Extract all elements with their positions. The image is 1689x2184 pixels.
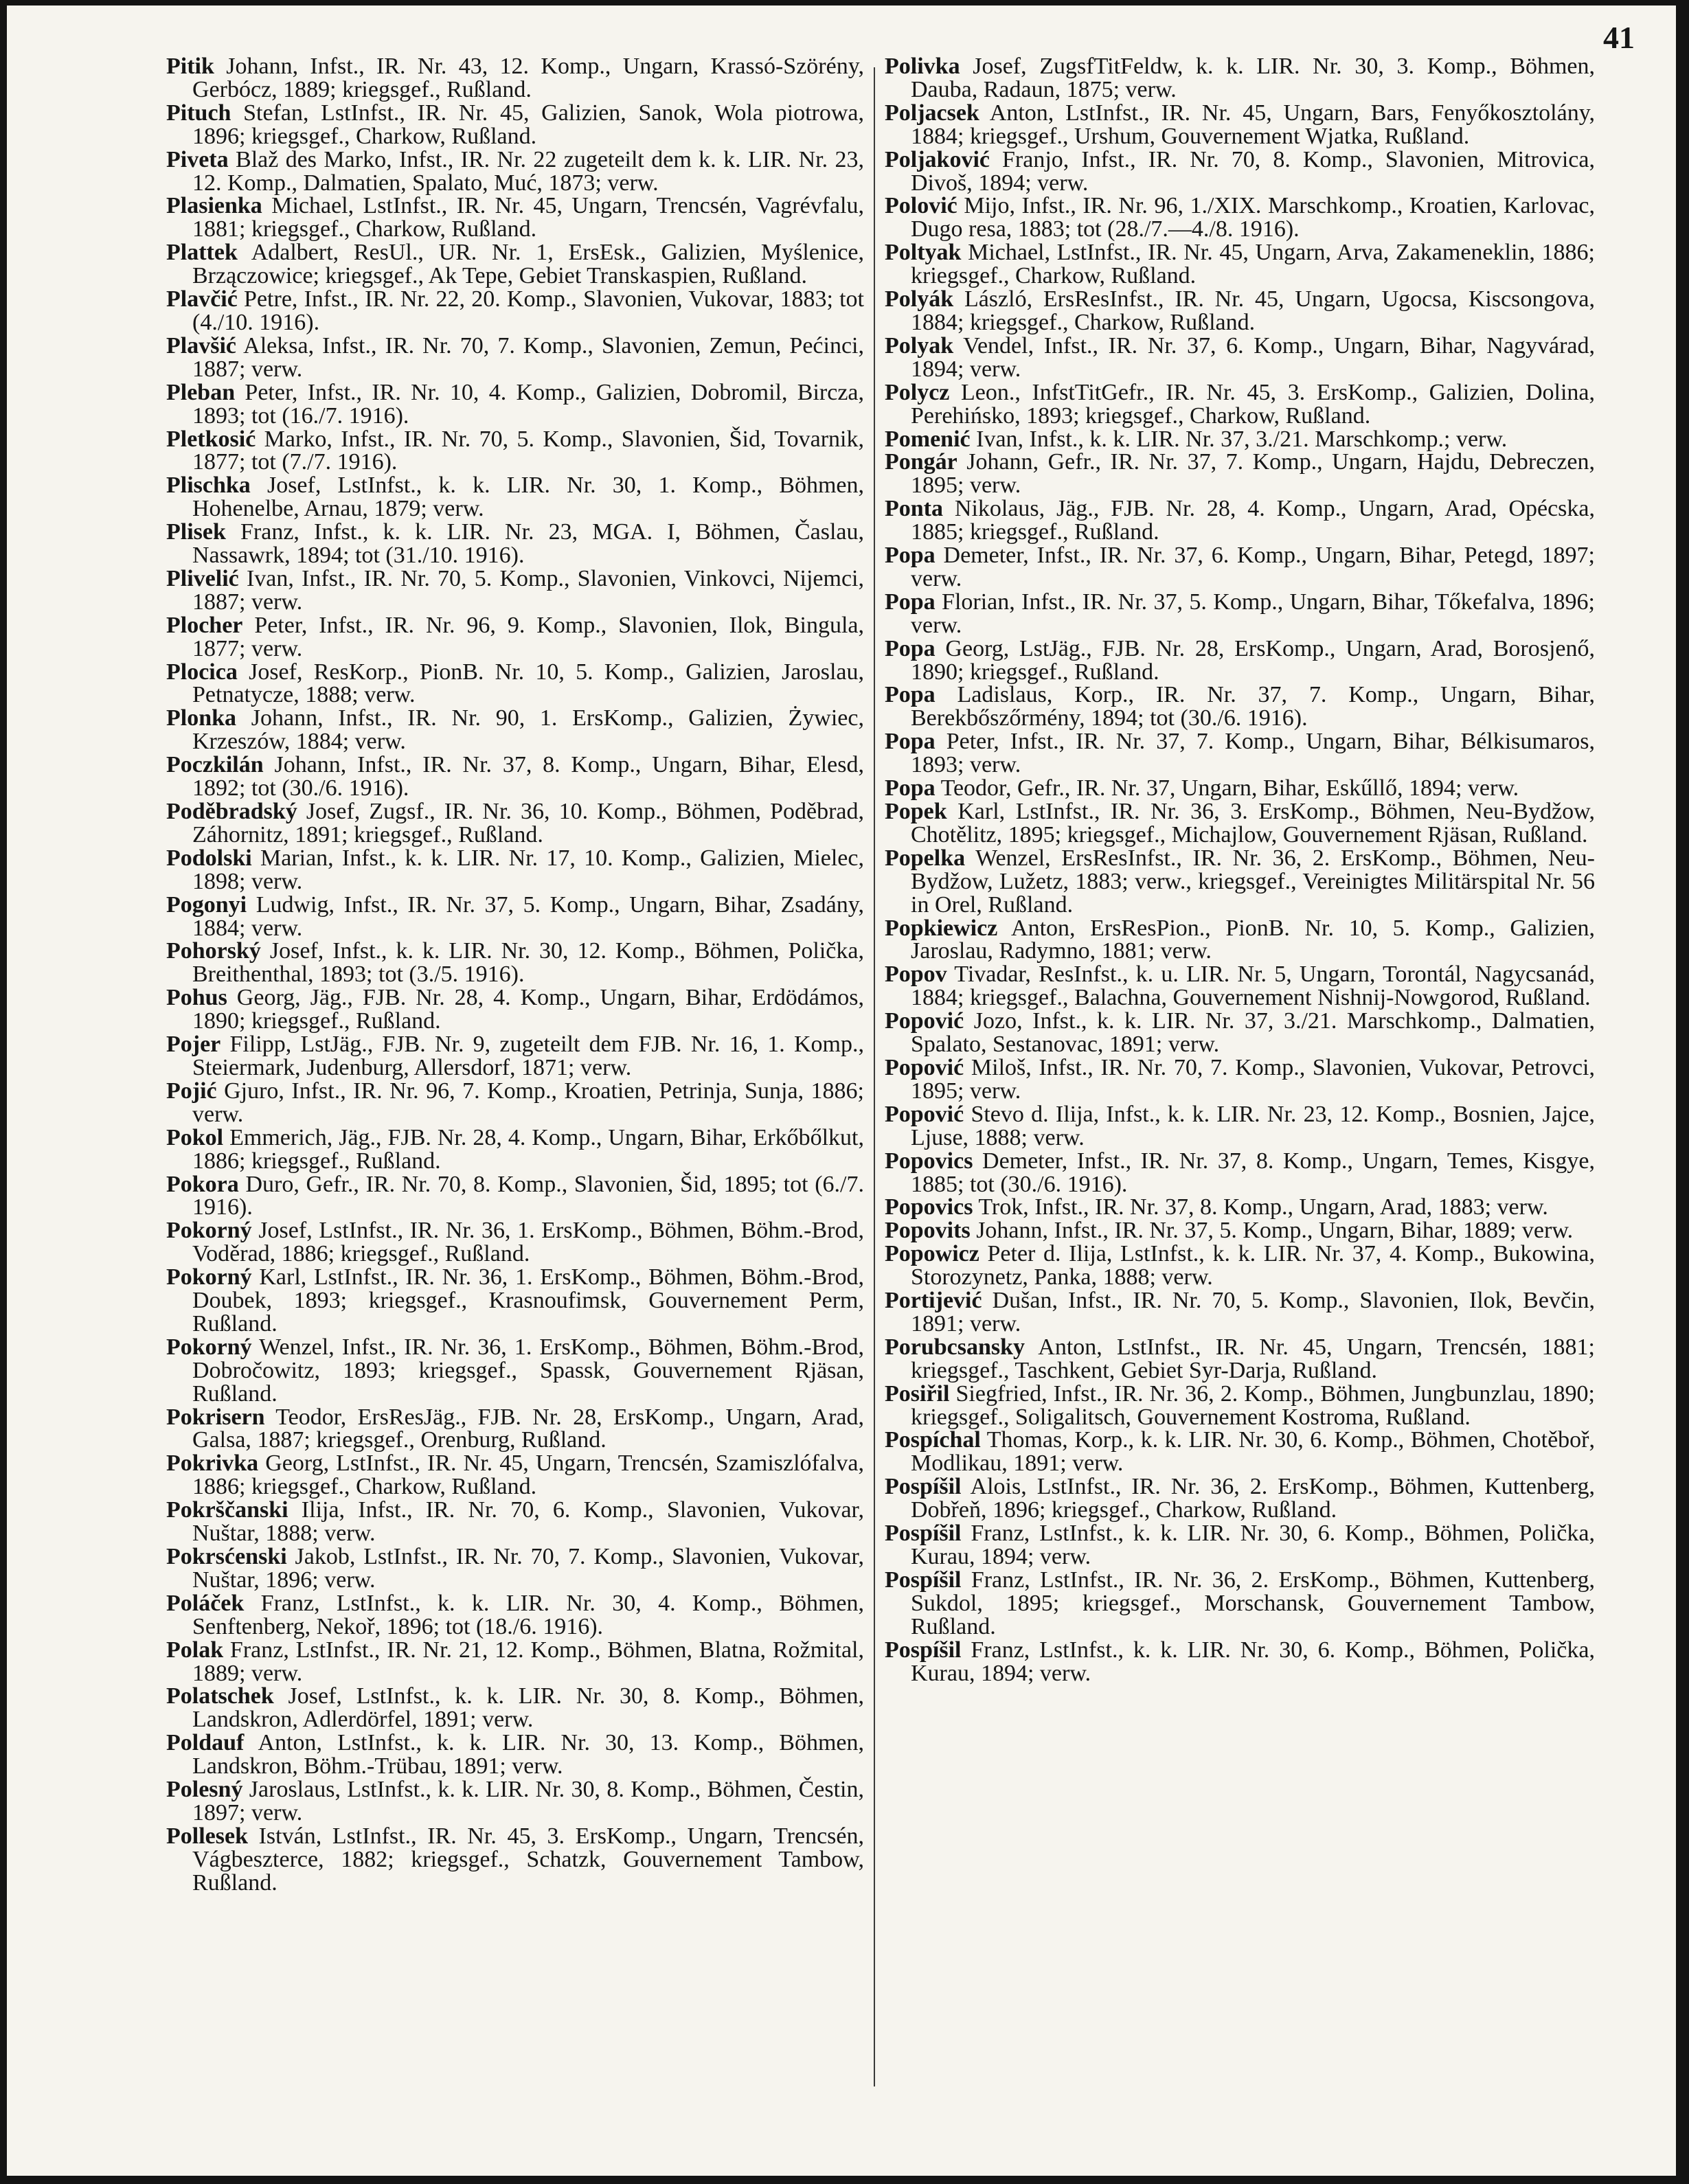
list-entry bbox=[166, 567, 864, 614]
entry-details: Peter d. Ilija, LstInfst., k. k. LIR. Nr. 37, 4. Komp., Bukowina, Storozynetz, Panka, 1888; verw. bbox=[911, 1241, 1595, 1290]
list-entry bbox=[166, 661, 864, 707]
book-page bbox=[7, 5, 1676, 2176]
entry-surname: Poděbradský bbox=[166, 799, 297, 824]
entry-surname: Polak bbox=[166, 1637, 224, 1663]
list-entry bbox=[885, 1289, 1595, 1336]
entry-details: Miloš, Infst., IR. Nr. 70, 7. Komp., Slavonien, Vukovar, Petrovci, 1895; verw. bbox=[911, 1054, 1595, 1104]
entry-surname: Pospíšil bbox=[885, 1521, 962, 1547]
column-divider bbox=[874, 67, 875, 2086]
entry-details: Karl, LstInfst., IR. Nr. 36, 3. ErsKomp., Böhmen, Neu-Bydžow, Chotělitz, 1895; kriegsgef., Michajlow, Gouvernement Rjäsan, Rußland. bbox=[911, 799, 1595, 848]
entry-surname: Plocica bbox=[166, 659, 238, 685]
entry-details: Franz, LstInfst., k. k. LIR. Nr. 30, 6. Komp., Böhmen, Polička, Kurau, 1894; verw. bbox=[911, 1637, 1595, 1686]
entry-details: Ladislaus, Korp., IR. Nr. 37, 7. Komp., Ungarn, Bihar, Berekbőszőrmény, 1894; tot (30./6. 1916). bbox=[911, 682, 1595, 731]
entry-surname: Plischka bbox=[166, 473, 251, 499]
list-entry bbox=[166, 381, 864, 428]
entry-surname: Popa bbox=[885, 682, 936, 708]
entry-surname: Pongár bbox=[885, 449, 957, 475]
list-entry bbox=[166, 986, 864, 1033]
entry-surname: Plattek bbox=[166, 240, 238, 266]
entry-surname: Plivelić bbox=[166, 565, 239, 591]
list-entry bbox=[166, 1778, 864, 1825]
list-entry bbox=[166, 707, 864, 753]
list-entry bbox=[885, 194, 1595, 241]
entry-details: Jaroslaus, LstInfst., k. k. LIR. Nr. 30, 8. Komp., Böhmen, Čestin, 1897; verw. bbox=[192, 1777, 864, 1825]
entry-surname: Plocher bbox=[166, 612, 243, 638]
list-entry bbox=[166, 1080, 864, 1126]
entry-surname: Pospíšil bbox=[885, 1567, 962, 1593]
entry-details: Peter, Infst., IR. Nr. 96, 9. Komp., Slavonien, Ilok, Bingula, 1877; verw. bbox=[192, 612, 864, 661]
entry-surname: Pitik bbox=[166, 55, 214, 79]
entry-details: Marian, Infst., k. k. LIR. Nr. 17, 10. Komp., Galizien, Mielec, 1898; verw. bbox=[192, 845, 864, 894]
entry-surname: Pletkosić bbox=[166, 426, 256, 452]
entry-surname: Piveta bbox=[166, 146, 229, 172]
entry-details: Stefan, LstInfst., IR. Nr. 45, Galizien, Sanok, Wola piotrowa, 1896; kriegsgef., Charkow, Rußland. bbox=[192, 100, 864, 149]
entry-details: Josef, ResKorp., PionB. Nr. 10, 5. Komp., Galizien, Jaroslau, Petnatycze, 1888; verw. bbox=[192, 659, 864, 708]
list-entry bbox=[885, 1242, 1595, 1289]
list-entry bbox=[166, 474, 864, 521]
entry-surname: Popović bbox=[885, 1054, 964, 1080]
list-entry bbox=[885, 1380, 1595, 1430]
list-entry bbox=[166, 334, 864, 381]
entry-surname: Pospíšil bbox=[885, 1474, 962, 1500]
list-entry bbox=[166, 194, 864, 241]
list-entry bbox=[885, 1196, 1595, 1219]
entry-surname: Polycz bbox=[885, 379, 950, 405]
entry-details: Johann, Infst., IR. Nr. 37, 5. Komp., Ungarn, Bihar, 1889; verw. bbox=[970, 1218, 1574, 1244]
entry-surname: Popek bbox=[885, 799, 947, 824]
entry-surname: Popa bbox=[885, 775, 936, 801]
list-entry bbox=[166, 614, 864, 661]
entry-details: Blaž des Marko, Infst., IR. Nr. 22 zugeteilt dem k. k. LIR. Nr. 23, 12. Komp., Dalmatien, Spalato, Muć, 1873; verw. bbox=[192, 146, 864, 196]
entry-surname: Porubcsansky bbox=[885, 1334, 1025, 1360]
entry-surname: Popovics bbox=[885, 1148, 973, 1174]
entry-surname: Polović bbox=[885, 193, 957, 219]
entry-details: Gjuro, Infst., IR. Nr. 96, 7. Komp., Kroatien, Petrinja, Sunja, 1886; verw. bbox=[192, 1078, 864, 1127]
entry-details: Josef, LstInfst., IR. Nr. 36, 1. ErsKomp., Böhmen, Böhm.-Brod, Voděrad, 1886; kriegsgef., Rußland. bbox=[192, 1218, 864, 1267]
list-entry bbox=[885, 1103, 1595, 1150]
list-entry bbox=[166, 940, 864, 986]
entry-details: Anton, ErsResPion., PionB. Nr. 10, 5. Komp., Galizien, Jaroslau, Radymno, 1881; verw. bbox=[911, 915, 1595, 964]
entry-details: Jakob, LstInfst., IR. Nr. 70, 7. Komp., Slavonien, Vukovar, Nuštar, 1896; verw. bbox=[192, 1544, 864, 1593]
entry-details: Michael, LstInfst., IR. Nr. 45, Ungarn, Arva, Zakameneklin, 1886; kriegsgef., Charkow, Rußland. bbox=[911, 240, 1595, 289]
entry-details: Wenzel, ErsResInfst., IR. Nr. 36, 2. ErsKomp., Böhmen, Neu-Bydžow, Lužetz, 1883; verw., kriegsgef., Vereinigtes Militärspital Nr. 56 in Orel, Rußland. bbox=[911, 845, 1595, 918]
entry-surname: Pokrivka bbox=[166, 1451, 259, 1477]
entry-surname: Ponta bbox=[885, 496, 943, 522]
list-entry bbox=[885, 963, 1595, 1010]
entry-surname: Pokol bbox=[166, 1124, 224, 1150]
list-entry bbox=[885, 1336, 1595, 1383]
entry-details: Wenzel, Infst., IR. Nr. 36, 1. ErsKomp., Böhmen, Böhm.-Brod, Dobročowitz, 1893; kriegsgef., Spassk, Gouvernement Rjäsan, Rußland. bbox=[192, 1334, 864, 1407]
entry-surname: Pleban bbox=[166, 379, 236, 405]
list-entry bbox=[885, 288, 1595, 334]
list-entry bbox=[885, 1150, 1595, 1196]
entry-surname: Popov bbox=[885, 962, 947, 988]
list-entry bbox=[885, 1219, 1595, 1242]
entry-surname: Plisek bbox=[166, 519, 226, 545]
list-entry bbox=[885, 102, 1595, 148]
list-entry bbox=[166, 891, 864, 941]
list-entry bbox=[885, 544, 1595, 591]
list-entry bbox=[166, 847, 864, 894]
entry-surname: Pollesek bbox=[166, 1823, 248, 1849]
entry-details: Anton, LstInfst., IR. Nr. 45, Ungarn, Trencsén, 1881; kriegsgef., Taschkent, Gebiet Syr-Darja, Rußland. bbox=[911, 1334, 1595, 1383]
entry-details: Johann, Infst., IR. Nr. 37, 8. Komp., Ungarn, Bihar, Elesd, 1892; tot (30./6. 1916). bbox=[192, 752, 864, 801]
list-entry bbox=[885, 847, 1595, 917]
entry-details: Peter, Infst., IR. Nr. 10, 4. Komp., Galizien, Dobromil, Bircza, 1893; tot (16./7. 1916). bbox=[192, 379, 864, 429]
list-entry bbox=[166, 800, 864, 847]
entry-details: Ivan, Infst., IR. Nr. 70, 5. Komp., Slavonien, Vinkovci, Nijemci, 1887; verw. bbox=[192, 565, 864, 615]
entry-surname: Polyák bbox=[885, 286, 954, 312]
list-entry bbox=[885, 381, 1595, 428]
list-entry bbox=[885, 241, 1595, 288]
entry-surname: Poláček bbox=[166, 1590, 245, 1616]
list-entry bbox=[166, 753, 864, 800]
entry-surname: Popović bbox=[885, 1008, 964, 1034]
entry-surname: Poltyak bbox=[885, 240, 962, 266]
entry-details: Siegfried, Infst., IR. Nr. 36, 2. Komp., Böhmen, Jungbunzlau, 1890; kriegsgef., Soligalitsch, Gouvernement Kostroma, Rußland. bbox=[911, 1380, 1595, 1430]
entry-details: Mijo, Infst., IR. Nr. 96, 1./XIX. Marschkomp., Kroatien, Karlovac, Dugo resa, 1883; tot (28./7.—4./8. 1916). bbox=[911, 193, 1595, 242]
entry-surname: Plavčić bbox=[166, 286, 238, 312]
entry-surname: Podolski bbox=[166, 845, 252, 871]
entry-details: Tivadar, ResInfst., k. u. LIR. Nr. 5, Ungarn, Torontál, Nagycsanád, 1884; kriegsgef., Balachna, Gouvernement Nishnij-Nowgorod, Rußland. bbox=[911, 962, 1595, 1011]
list-entry bbox=[885, 1639, 1595, 1685]
entry-details: Georg, LstJäg., FJB. Nr. 28, ErsKomp., Ungarn, Arad, Borosjenő, 1890; kriegsgef., Rußland. bbox=[911, 635, 1595, 685]
entry-details: Josef, LstInfst., k. k. LIR. Nr. 30, 1. Komp., Böhmen, Hohenelbe, Arnau, 1879; verw. bbox=[192, 473, 864, 522]
entry-surname: Popa bbox=[885, 543, 936, 569]
list-entry bbox=[885, 777, 1595, 800]
entry-details: Marko, Infst., IR. Nr. 70, 5. Komp., Slavonien, Šid, Tovarnik, 1877; tot (7./7. 1916). bbox=[192, 426, 864, 475]
entry-details: Franz, LstInfst., IR. Nr. 36, 2. ErsKomp., Böhmen, Kuttenberg, Sukdol, 1895; kriegsgef., Morschansk, Gouvernement Tambow, Rußland. bbox=[911, 1567, 1595, 1639]
entry-surname: Pokrisern bbox=[166, 1404, 265, 1430]
entry-details: Johann, Gefr., IR. Nr. 37, 7. Komp., Ungarn, Hajdu, Debreczen, 1895; verw. bbox=[911, 449, 1595, 499]
entry-surname: Polatschek bbox=[166, 1683, 274, 1709]
entry-surname: Popa bbox=[885, 635, 936, 661]
entry-surname: Pokrščanski bbox=[166, 1497, 288, 1523]
entry-surname: Popelka bbox=[885, 845, 966, 871]
entry-details: Johann, Infst., IR. Nr. 43, 12. Komp., Ungarn, Krassó-Szörény, Gerbócz, 1889; kriegsgef., Rußland. bbox=[192, 55, 864, 102]
entry-details: Thomas, Korp., k. k. LIR. Nr. 30, 6. Komp., Böhmen, Chotěboř, Modlikau, 1891; verw. bbox=[911, 1427, 1595, 1477]
entry-details: Franz, Infst., k. k. LIR. Nr. 23, MGA. I, Böhmen, Časlau, Nassawrk, 1894; tot (31./10. 1916). bbox=[192, 519, 864, 569]
list-entry bbox=[885, 1475, 1595, 1522]
entry-surname: Pojić bbox=[166, 1078, 217, 1104]
entry-details: Georg, Jäg., FJB. Nr. 28, 4. Komp., Ungarn, Bihar, Erdödámos, 1890; kriegsgef., Rußland. bbox=[192, 985, 864, 1034]
entry-details: Michael, LstInfst., IR. Nr. 45, Ungarn, Trencsén, Vagrévfalu, 1881; kriegsgef., Charkow, Rußland. bbox=[192, 193, 864, 242]
right-column bbox=[885, 55, 1595, 2122]
entry-details: István, LstInfst., IR. Nr. 45, 3. ErsKomp., Ungarn, Trencsén, Vágbeszterce, 1882; kriegsgef., Schatzk, Gouvernement Tambow, Rußland. bbox=[192, 1823, 864, 1896]
list-entry bbox=[885, 1569, 1595, 1639]
entry-details: Josef, ZugsfTitFeldw, k. k. LIR. Nr. 30, 3. Komp., Böhmen, Dauba, Radaun, 1875; verw. bbox=[911, 55, 1595, 102]
list-entry bbox=[885, 1522, 1595, 1569]
entry-surname: Poljaković bbox=[885, 146, 990, 172]
entry-details: Aleksa, Infst., IR. Nr. 70, 7. Komp., Slavonien, Zemun, Pećinci, 1887; verw. bbox=[192, 332, 864, 382]
entry-details: Ivan, Infst., k. k. LIR. Nr. 37, 3./21. Marschkomp.; verw. bbox=[970, 426, 1508, 452]
list-entry bbox=[166, 1639, 864, 1685]
entry-details: Filipp, LstJäg., FJB. Nr. 9, zugeteilt dem FJB. Nr. 16, 1. Komp., Steiermark, Judenburg, Allersdorf, 1871; verw. bbox=[192, 1032, 864, 1080]
list-entry bbox=[166, 1499, 864, 1545]
list-entry bbox=[166, 1406, 864, 1453]
entry-details: Ludwig, Infst., IR. Nr. 37, 5. Komp., Ungarn, Bihar, Zsadány, 1884; verw. bbox=[192, 891, 864, 941]
entry-details: Dušan, Infst., IR. Nr. 70, 5. Komp., Slavonien, Ilok, Bevčin, 1891; verw. bbox=[911, 1288, 1595, 1336]
list-entry bbox=[166, 148, 864, 195]
list-entry bbox=[166, 1731, 864, 1778]
entry-surname: Popa bbox=[885, 589, 936, 615]
left-column bbox=[166, 55, 864, 2122]
entry-details: Franz, LstInfst., k. k. LIR. Nr. 30, 4. Komp., Böhmen, Senftenberg, Nekoř, 1896; tot (18./6. 1916). bbox=[192, 1590, 864, 1639]
entry-details: Nikolaus, Jäg., FJB. Nr. 28, 4. Komp., Ungarn, Arad, Opécska, 1885; kriegsgef., Rußland. bbox=[911, 496, 1595, 545]
list-entry bbox=[885, 730, 1595, 777]
entry-details: Franz, LstInfst., k. k. LIR. Nr. 30, 6. Komp., Böhmen, Polička, Kurau, 1894; verw. bbox=[911, 1521, 1595, 1569]
list-entry bbox=[166, 241, 864, 288]
list-entry bbox=[166, 55, 864, 102]
entry-surname: Pospíchal bbox=[885, 1427, 981, 1453]
entry-details: Vendel, Infst., IR. Nr. 37, 6. Komp., Ungarn, Bihar, Nagyvárad, 1894; verw. bbox=[911, 332, 1595, 382]
entry-details: Josef, Zugsf., IR. Nr. 36, 10. Komp., Böhmen, Poděbrad, Záhornitz, 1891; kriegsgef., Rußland. bbox=[192, 799, 864, 848]
entry-surname: Pospíšil bbox=[885, 1637, 962, 1663]
entry-surname: Pogonyi bbox=[166, 891, 247, 918]
list-entry bbox=[885, 55, 1595, 102]
list-entry bbox=[166, 1336, 864, 1406]
entry-surname: Pohus bbox=[166, 985, 227, 1011]
entry-surname: Pokorný bbox=[166, 1334, 252, 1360]
entry-details: Leon., InfstTitGefr., IR. Nr. 45, 3. ErsKomp., Galizien, Dolina, Perehińsko, 1893; kriegsgef., Charkow, Rußland. bbox=[911, 379, 1595, 429]
entry-surname: Polesný bbox=[166, 1777, 243, 1803]
list-entry bbox=[166, 1592, 864, 1639]
page-number: 41 bbox=[1603, 20, 1635, 55]
entry-details: Trok, Infst., IR. Nr. 37, 8. Komp., Ungarn, Arad, 1883; verw. bbox=[973, 1194, 1548, 1220]
entry-surname: Popowicz bbox=[885, 1241, 979, 1267]
entry-surname: Polyak bbox=[885, 332, 954, 359]
entry-details: Franjo, Infst., IR. Nr. 70, 8. Komp., Slavonien, Mitrovica, Divoš, 1894; verw. bbox=[911, 146, 1595, 196]
list-entry bbox=[885, 1429, 1595, 1475]
entry-details: Alois, LstInfst., IR. Nr. 36, 2. ErsKomp., Böhmen, Kuttenberg, Dobřeň, 1896; kriegsgef., Charkow, Rußland. bbox=[911, 1474, 1595, 1523]
list-entry bbox=[166, 1825, 864, 1895]
entry-details: László, ErsResInfst., IR. Nr. 45, Ungarn, Ugocsa, Kiscsongova, 1884; kriegsgef., Charkow, Rußland. bbox=[911, 286, 1595, 335]
entry-details: Teodor, ErsResJäg., FJB. Nr. 28, ErsKomp., Ungarn, Arad, Galsa, 1887; kriegsgef., Orenburg, Rußland. bbox=[192, 1404, 864, 1453]
entry-surname: Popovits bbox=[885, 1218, 971, 1244]
entry-surname: Pokorný bbox=[166, 1218, 252, 1244]
entry-surname: Pomenić bbox=[885, 426, 971, 452]
entry-surname: Poczkilán bbox=[166, 752, 264, 778]
entry-details: Karl, LstInfst., IR. Nr. 36, 1. ErsKomp., Böhmen, Böhm.-Brod, Doubek, 1893; kriegsgef., Krasnoufimsk, Gouvernement Perm, Rußland. bbox=[192, 1264, 864, 1336]
entry-surname: Pohorský bbox=[166, 938, 261, 964]
list-entry bbox=[885, 917, 1595, 964]
entry-details: Teodor, Gefr., IR. Nr. 37, Ungarn, Bihar, Eskűllő, 1894; verw. bbox=[935, 775, 1519, 801]
entry-details: Anton, LstInfst., k. k. LIR. Nr. 30, 13. Komp., Böhmen, Landskron, Böhm.-Trübau, 1891; verw. bbox=[192, 1730, 864, 1779]
entry-details: Josef, Infst., k. k. LIR. Nr. 30, 12. Komp., Böhmen, Polička, Breithenthal, 1893; tot (3./5. 1916). bbox=[192, 938, 864, 988]
list-entry bbox=[166, 1452, 864, 1499]
list-entry bbox=[166, 1126, 864, 1173]
entry-details: Jozo, Infst., k. k. LIR. Nr. 37, 3./21. Marschkomp., Dalmatien, Spalato, Sestanovac, 1891; verw. bbox=[911, 1008, 1595, 1058]
list-entry bbox=[166, 1219, 864, 1266]
list-entry bbox=[166, 1685, 864, 1731]
entry-surname: Polivka bbox=[885, 55, 960, 79]
list-entry bbox=[885, 428, 1595, 451]
entry-surname: Plavšić bbox=[166, 332, 236, 359]
list-entry bbox=[166, 521, 864, 567]
list-entry bbox=[166, 1266, 864, 1336]
list-entry bbox=[885, 1010, 1595, 1056]
list-entry bbox=[885, 1056, 1595, 1103]
entry-details: Peter, Infst., IR. Nr. 37, 7. Komp., Ungarn, Bihar, Bélkisumaros, 1893; verw. bbox=[911, 729, 1595, 778]
list-entry bbox=[885, 334, 1595, 381]
entry-details: Florian, Infst., IR. Nr. 37, 5. Komp., Ungarn, Bihar, Tőkefalva, 1896; verw. bbox=[911, 589, 1595, 638]
entry-details: Anton, LstInfst., IR. Nr. 45, Ungarn, Bars, Fenyőkosztolány, 1884; kriegsgef., Urshum, Gouvernement Wjatka, Rußland. bbox=[911, 100, 1595, 149]
list-entry bbox=[166, 1033, 864, 1080]
entry-surname: Popović bbox=[885, 1101, 964, 1127]
entry-surname: Popovics bbox=[885, 1194, 973, 1220]
entry-details: Franz, LstInfst., IR. Nr. 21, 12. Komp., Böhmen, Blatna, Rožmital, 1889; verw. bbox=[192, 1637, 864, 1686]
entry-details: Georg, LstInfst., IR. Nr. 45, Ungarn, Trencsén, Szamiszlófalva, 1886; kriegsgef., Charkow, Rußland. bbox=[192, 1451, 864, 1500]
entry-details: Demeter, Infst., IR. Nr. 37, 6. Komp., Ungarn, Bihar, Petegd, 1897; verw. bbox=[911, 543, 1595, 591]
entry-surname: Popa bbox=[885, 729, 936, 755]
list-entry bbox=[166, 102, 864, 148]
list-entry bbox=[166, 288, 864, 334]
entry-details: Emmerich, Jäg., FJB. Nr. 28, 4. Komp., Ungarn, Bihar, Erkőbőlkut, 1886; kriegsgef., Rußland. bbox=[192, 1124, 864, 1174]
list-entry bbox=[885, 497, 1595, 544]
entry-surname: Pituch bbox=[166, 100, 231, 126]
list-entry bbox=[885, 683, 1595, 730]
entry-details: Johann, Infst., IR. Nr. 90, 1. ErsKomp., Galizien, Żywiec, Krzeszów, 1884; verw. bbox=[192, 705, 864, 755]
list-entry bbox=[885, 591, 1595, 637]
entry-details: Josef, LstInfst., k. k. LIR. Nr. 30, 8. Komp., Böhmen, Landskron, Adlerdörfel, 1891; verw. bbox=[192, 1683, 864, 1733]
entry-details: Petre, Infst., IR. Nr. 22, 20. Komp., Slavonien, Vukovar, 1883; tot (4./10. 1916). bbox=[192, 286, 864, 335]
entry-surname: Popkiewicz bbox=[885, 915, 998, 941]
entry-surname: Poljacsek bbox=[885, 100, 979, 126]
entry-surname: Posiřil bbox=[885, 1380, 950, 1407]
entry-surname: Pokorný bbox=[166, 1264, 252, 1290]
entry-details: Adalbert, ResUl., UR. Nr. 1, ErsEsk., Galizien, Myślenice, Brzączowice; kriegsgef., Ak Tepe, Gebiet Transkaspien, Rußland. bbox=[192, 240, 864, 289]
entry-surname: Pokora bbox=[166, 1171, 239, 1197]
list-entry bbox=[885, 637, 1595, 684]
entry-surname: Pokrsćenski bbox=[166, 1544, 287, 1569]
entry-details: Duro, Gefr., IR. Nr. 70, 8. Komp., Slavonien, Šid, 1895; tot (6./7. 1916). bbox=[192, 1171, 864, 1220]
entry-surname: Portijević bbox=[885, 1288, 982, 1314]
list-entry bbox=[885, 800, 1595, 847]
entry-surname: Plonka bbox=[166, 705, 237, 731]
entry-details: Demeter, Infst., IR. Nr. 37, 8. Komp., Ungarn, Temes, Kisgye, 1885; tot (30./6. 1916). bbox=[911, 1148, 1595, 1197]
entry-details: Ilija, Infst., IR. Nr. 70, 6. Komp., Slavonien, Vukovar, Nuštar, 1888; verw. bbox=[192, 1497, 864, 1547]
list-entry bbox=[166, 428, 864, 475]
list-entry bbox=[166, 1545, 864, 1592]
entry-surname: Plasienka bbox=[166, 193, 262, 219]
list-entry bbox=[885, 451, 1595, 497]
list-entry bbox=[885, 148, 1595, 195]
entry-surname: Poldauf bbox=[166, 1730, 245, 1756]
list-entry bbox=[166, 1173, 864, 1220]
entry-details: Stevo d. Ilija, Infst., k. k. LIR. Nr. 23, 12. Komp., Bosnien, Jajce, Ljuse, 1888; verw. bbox=[911, 1101, 1595, 1150]
entry-surname: Pojer bbox=[166, 1032, 221, 1058]
